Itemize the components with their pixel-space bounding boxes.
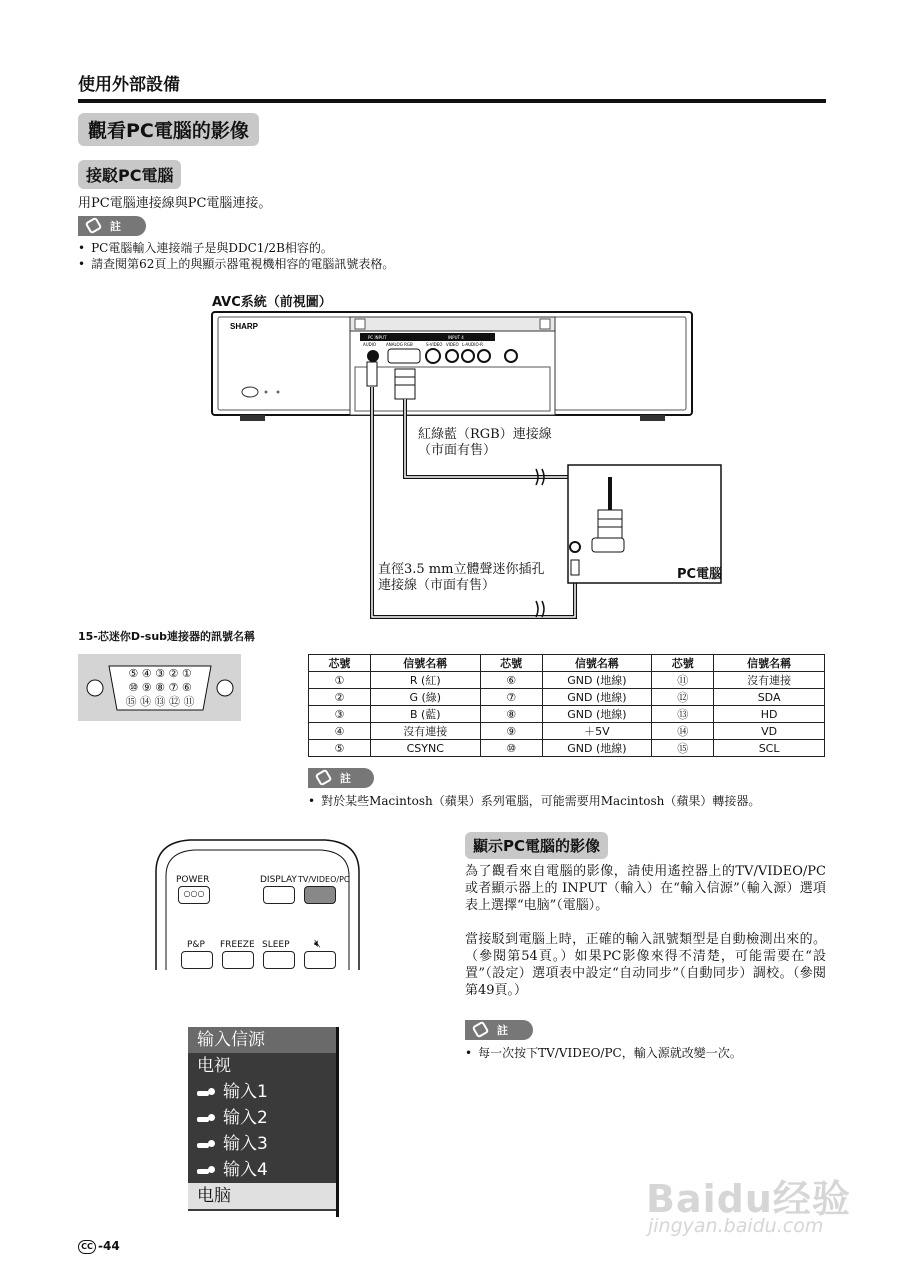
- pin: ⑭: [140, 695, 151, 708]
- audio-cable-line2: 連接線（市面有售）: [378, 578, 496, 593]
- brand-logo: SHARP: [230, 322, 259, 331]
- table-cell: GND (地線): [542, 706, 652, 723]
- display-pc-heading: 顯示PC電腦的影像: [465, 832, 608, 859]
- pin: ④: [141, 667, 152, 680]
- pin: ⑬: [154, 695, 166, 708]
- table-row: [309, 672, 825, 689]
- dsub-pins: [112, 667, 208, 709]
- table-cell: ⑪: [652, 672, 714, 689]
- connect-note-2: • 請查閱第62頁上的與顯示器電視機相容的電腦訊號表格。: [78, 256, 394, 272]
- connect-note-tag: [78, 216, 146, 236]
- menu-item-tv[interactable]: 电视: [197, 1056, 231, 1076]
- note-label: 註: [497, 1024, 508, 1037]
- pin: ③: [155, 667, 165, 680]
- menu-item-input3[interactable]: [188, 1131, 336, 1157]
- display-button[interactable]: [263, 886, 295, 904]
- table-cell: ①: [309, 672, 371, 689]
- table-cell: ⑨: [480, 723, 542, 740]
- laudior-label: L-AUDIO-R: [462, 342, 483, 347]
- table-cell: 沒有連接: [370, 723, 480, 740]
- display-note-tag: [465, 1020, 533, 1040]
- rgb-port-label: ANALOG RGB: [386, 342, 413, 347]
- table-row: [309, 689, 825, 706]
- table-cell: GND (地線): [542, 689, 652, 706]
- rgb-cable-line1: 紅綠藍（RGB）連接線: [418, 427, 552, 442]
- table-cell: ＋5V: [542, 723, 652, 740]
- pin: ⑩: [128, 681, 139, 694]
- menu-item-input4[interactable]: [188, 1157, 336, 1183]
- table-cell: ⑭: [652, 723, 714, 740]
- display-label: DISPLAY: [260, 875, 297, 885]
- table-cell: ⑫: [652, 689, 714, 706]
- pin: ⑤: [128, 667, 139, 680]
- input-source-icon: [197, 1140, 215, 1149]
- pp-label: P&P: [187, 940, 205, 950]
- table-cell: 沒有連接: [714, 672, 825, 689]
- video-label: VIDEO: [446, 342, 459, 347]
- menu-item-label: 输入2: [223, 1108, 268, 1128]
- paperclip-icon: [315, 769, 333, 787]
- table-cell: HD: [714, 706, 825, 723]
- diagram-title: AVC系統（前視圖）: [212, 295, 332, 310]
- freeze-button[interactable]: [222, 951, 254, 969]
- note-label: 註: [110, 220, 121, 233]
- menu-item-label: 输入4: [223, 1160, 268, 1180]
- col-header: 信號名稱: [370, 655, 480, 672]
- pin: ⑥: [181, 681, 192, 694]
- input4-label: INPUT 4: [448, 335, 464, 340]
- tv-video-pc-button[interactable]: [304, 886, 336, 904]
- page-number: -44: [98, 1239, 120, 1253]
- menu-border: [336, 1027, 339, 1217]
- pin: ⑫: [169, 695, 180, 708]
- connect-heading: 接駁PC電腦: [78, 160, 181, 189]
- svideo-label: S-VIDEO: [426, 342, 443, 347]
- table-cell: ③: [309, 706, 371, 723]
- input-source-menu: [188, 1027, 336, 1211]
- sleep-button[interactable]: [263, 951, 295, 969]
- mute-icon: 🔇︎: [314, 937, 321, 950]
- col-header: 芯號: [652, 655, 714, 672]
- table-cell: VD: [714, 723, 825, 740]
- language-badge: CC: [78, 1240, 96, 1254]
- pin: ①: [181, 667, 192, 680]
- rgb-cable-label: [418, 427, 552, 459]
- menu-item-label: 输入3: [223, 1134, 268, 1154]
- col-header: 芯號: [309, 655, 371, 672]
- note-label: 註: [340, 772, 351, 785]
- table-cell: ⑧: [480, 706, 542, 723]
- rgb-cable-line2: （市面有售）: [418, 443, 497, 458]
- input-source-icon: [197, 1088, 215, 1097]
- table-cell: ⑥: [480, 672, 542, 689]
- col-header: 芯號: [480, 655, 542, 672]
- power-button[interactable]: ○○○: [178, 886, 210, 904]
- signal-table: [308, 654, 825, 757]
- pin: ⑨: [141, 681, 152, 694]
- menu-item-input1[interactable]: [188, 1079, 336, 1105]
- pin-row-1: [112, 667, 208, 681]
- section-header: 使用外部設備: [78, 75, 180, 95]
- col-header: 信號名稱: [542, 655, 652, 672]
- pc-rgb-port: [592, 538, 624, 552]
- table-cell: ⑤: [309, 740, 371, 757]
- pc-audio-jack: [570, 542, 580, 552]
- connect-note-1: • PC電腦輸入連接端子是與DDC1/2B相容的。: [78, 240, 333, 256]
- table-cell: GND (地線): [542, 672, 652, 689]
- display-pc-para2: 當接駁到電腦上時，正確的輸入訊號類型是自動檢測出來的。（參閱第54頁。）如果PC影像來得不清楚，可能需要在“設置”（設定）選項表中設定“自动同步”（自動同步）調校。（參閱第49頁。）: [465, 932, 826, 998]
- header-rule: [78, 99, 826, 103]
- table-cell: ②: [309, 689, 371, 706]
- menu-item-input2[interactable]: [188, 1105, 336, 1131]
- table-cell: SCL: [714, 740, 825, 757]
- table-cell: ⑮: [652, 740, 714, 757]
- rgb-port: [388, 349, 420, 363]
- power-label: POWER: [176, 875, 210, 885]
- audio-cable-label: [378, 562, 544, 594]
- watermark-logo: Baidu经验: [646, 1177, 851, 1221]
- pc-input-label: PC INPUT: [368, 335, 387, 340]
- table-cell: G (綠): [370, 689, 480, 706]
- pin: ⑦: [168, 681, 179, 694]
- audio-port-label: AUDIO: [363, 342, 377, 347]
- mute-button[interactable]: [304, 951, 336, 969]
- display-note: • 每一次按下TV/VIDEO/PC，輸入源就改變一次。: [465, 1045, 742, 1061]
- table-cell: ⑦: [480, 689, 542, 706]
- watermark-url: jingyan.baidu.com: [648, 1215, 824, 1237]
- table-cell: CSYNC: [370, 740, 480, 757]
- freeze-label: FREEZE: [220, 940, 255, 950]
- table-cell: ⑬: [652, 706, 714, 723]
- display-pc-para1: 為了觀看來自電腦的影像，請使用遙控器上的TV/VIDEO/PC或者顯示器上的 INPUT（輸入）在“輸入信源”（輸入源）選項表上選擇“电脑”（電腦）。: [465, 864, 826, 913]
- table-cell: GND (地線): [542, 740, 652, 757]
- paperclip-icon: [85, 217, 103, 235]
- tvvideopc-label: TV/VIDEO/PC: [298, 875, 350, 884]
- pin-row-2: [112, 681, 208, 695]
- table-cell: ⑩: [480, 740, 542, 757]
- table-header-row: [309, 655, 825, 672]
- connect-text: 用PC電腦連接線與PC電腦連接。: [78, 196, 272, 211]
- table-cell: SDA: [714, 689, 825, 706]
- page-title: 觀看PC電腦的影像: [78, 113, 259, 146]
- table-cell: R (紅): [370, 672, 480, 689]
- table-row: [309, 706, 825, 723]
- paperclip-icon: [472, 1021, 490, 1039]
- sleep-label: SLEEP: [262, 940, 290, 950]
- input-source-icon: [197, 1166, 215, 1175]
- dsub-note: • 對於某些Macintosh（蘋果）系列電腦，可能需要用Macintosh（蘋果）轉接器。: [308, 793, 760, 809]
- menu-item-label: 输入1: [223, 1082, 268, 1102]
- col-header: 信號名稱: [714, 655, 825, 672]
- input-source-icon: [197, 1114, 215, 1123]
- menu-title: 输入信源: [188, 1027, 336, 1053]
- pc-label: PC電腦: [677, 567, 723, 582]
- pin: ⑪: [183, 695, 195, 708]
- menu-item-pc[interactable]: 电脑: [188, 1183, 336, 1209]
- table-cell: B (藍): [370, 706, 480, 723]
- audio-cable-line1: 直徑3.5 mm立體聲迷你插孔: [378, 562, 545, 577]
- pin: ②: [168, 667, 179, 680]
- dsub-title: 15-芯迷你D-sub連接器的訊號名稱: [78, 630, 256, 643]
- table-row: [309, 740, 825, 757]
- audio-jack: [367, 350, 379, 362]
- pin-row-3: [112, 695, 208, 709]
- pin: ⑮: [125, 695, 137, 708]
- dsub-note-tag: [308, 768, 374, 788]
- pin: ⑧: [155, 681, 165, 694]
- table-row: [309, 723, 825, 740]
- pp-button[interactable]: [181, 951, 213, 969]
- table-cell: ④: [309, 723, 371, 740]
